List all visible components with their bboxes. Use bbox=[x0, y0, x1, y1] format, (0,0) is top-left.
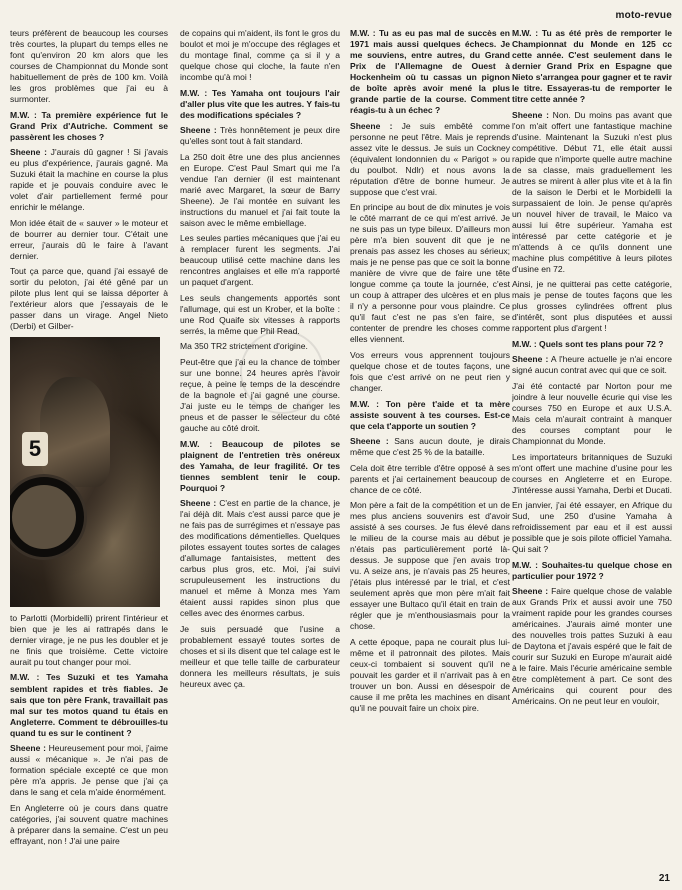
paragraph: Cela doit être terrible d'être opposé à ses parents et j'ai certainement beaucoup de chance de ce côté. bbox=[350, 462, 510, 495]
paragraph: Les importateurs britanniques de Suzuki m'ont offert une machine d'usine pour les courses en Angleterre et en Europe. J'intéresse aussi Yamaha, Derbi et Ducati. bbox=[512, 451, 672, 495]
column-4 bbox=[512, 28, 672, 868]
paragraph: Je suis persuadé que l'usine a probablement essayé toutes sortes de choses et si ils disent que tel calage est le meilleur et que telle taille de carburateur donnera les meilleurs résultats, je suis heureux avec ça. bbox=[180, 623, 340, 689]
interview-question: M.W. : Tu as eu pas mal de succès en 1971 mais aussi quelques échecs. Je me souviens, entre autres, du Grand Prix de l'Allemagne de Ouest à Hockenheim où tu cassas un pignon de boîte après avoir mené la plus grande partie de la course. Comment réagis-tu à un échec ? bbox=[350, 28, 510, 116]
speaker-label: Sheene : bbox=[180, 498, 217, 509]
column-1 bbox=[10, 28, 168, 868]
answer-text: Très honnêtement je peux dire qu'elles sont tout à fait standard. bbox=[180, 125, 340, 147]
interview-answer bbox=[512, 354, 672, 376]
paragraph: A cette époque, papa ne courait plus lui-même et il patronnait des pilotes. Mais ceux-ci tombaient si souvent qu'il ne pouvait les garder et il n'arrivait pas à en trouver un bon. Aussi en désespoir de cause il me prêta les machines en disant qu'il ne pouvait faire un choix pire. bbox=[350, 636, 510, 713]
interview-answer bbox=[512, 110, 672, 275]
paragraph: Tout ça parce que, quand j'ai essayé de sortir du peloton, j'ai été gêné par un pilote plus lent qui se laissa déporter à l'extérieur alors que j'essayais de le passer dans un virage. Angel Nieto (Derbi) et Gilber- bbox=[10, 266, 168, 332]
interview-question: M.W. : Quels sont tes plans pour 72 ? bbox=[512, 338, 664, 349]
interview-answer bbox=[350, 121, 510, 198]
wheel-shape bbox=[10, 477, 84, 557]
racer-photo bbox=[10, 337, 160, 607]
paragraph: Ainsi, je ne quitterai pas cette catégorie, mais je pense de toutes façons que les plus grosses cylindrées offrent plus d'intérêt, sont plus disputées et aussi rapportent plus d'argent ! bbox=[512, 279, 672, 334]
interview-answer bbox=[10, 147, 168, 213]
paragraph: de copains qui m'aident, ils font le gros du boulot et moi je m'occupe des réglages et du montage final, comme ça si il y a quelque chose qui cloche, la faute n'en incombe qu'à moi ! bbox=[180, 28, 340, 83]
speaker-label: Sheene : bbox=[512, 354, 549, 365]
magazine-header: moto-revue bbox=[615, 10, 672, 21]
answer-text: Sans aucun doute, je dirais même que c'est 25 % de la bataille. bbox=[350, 436, 510, 458]
paragraph: En janvier, j'ai été essayer, en Afrique du Sud, une 250 d'usine Yamaha à refroidissement par eau et il est aussi possible que je sois pilote officiel Yamaha. Qui sait ? bbox=[512, 500, 672, 555]
interview-answer bbox=[350, 436, 510, 458]
speaker-label: Sheene : bbox=[512, 586, 549, 597]
answer-text: Je suis embêté comme personne ne peut l'être. Mais je reprends assez vite le dessus. Je suis un Cockney (équivalent londonnien du « Parigot » ou du poulbot. Ndlr) et nous avons la réputation d'être de bonne humeur. Je suppose que c'est vrai. bbox=[350, 120, 510, 197]
interview-question: M.W. : Souhaites-tu quelque chose en particulier pour 1972 ? bbox=[512, 559, 672, 581]
paragraph: Peut-être que j'ai eu la chance de tomber sur une bonne. 24 heures après l'avoir reçue, à peine le temps de la descendre de la bagnole et j'ai gagné une course. J'ai juste eu le temps de changer les pneus et de passer le sélecteur du côté gauche au côté droit. bbox=[180, 356, 340, 434]
answer-text: C'est en partie de la chance, je l'ai déjà dit. Mais c'est aussi parce que je ne fais pas de surrégimes et n'essaye pas des modifications démentielles. Quelques pilotes essayent toutes sortes de calages d'allumage fantaisistes, mettent des carbus plus gros, etc. Moi, j'ai suivi scrupuleusement les instructions du manuel et même à Monza mes Yam étaient aussi rapides sinon plus que celles avec des énormes carbus. bbox=[180, 498, 340, 619]
speaker-label: Sheene : bbox=[10, 147, 47, 158]
paragraph: Les seuls changements apportés sont l'allumage, qui est un Krober, et la boîte : une Rod Quaife six vitesses à rapports serrés, la même que Phil Read. bbox=[180, 292, 340, 336]
interview-answer bbox=[10, 743, 168, 798]
paragraph: La 250 doit être une des plus anciennes en Europe. C'est Paul Smart qui me l'a vendue l'an dernier (il est maintenant marié avec Margaret, la sœur de Barry Sheene). Je l'ai montée en suivant les instructions du manuel et j'ai fait toute la saison avec le même embiellage. bbox=[180, 151, 340, 228]
answer-text: J'aurais dû gagner ! Si j'avais eu plus d'expérience, j'aurais gagné. Ma Suzuki était la machine en course la plus rapide et je pouvais conduire avec le volet d'air partiellement fermé pour enrichir le mélange. bbox=[10, 147, 168, 213]
interview-question: M.W. : Tes Suzuki et tes Yamaha semblent rapides et très fiables. Je sais que ton père Frank, travaillait pas mal sur tes motos quand tu étais en Angleterre. Comment te débrouilles-tu quand tu es sur le continent ? bbox=[10, 672, 168, 738]
paragraph: En Angleterre où je cours dans quatre catégories, j'ai souvent quatre machines à préparer dans la semaine. C'est un peu effrayant, non ! J'ai une paire bbox=[10, 802, 168, 846]
interview-answer bbox=[512, 586, 672, 707]
speaker-label: Sheene : bbox=[350, 120, 393, 131]
answer-text: Heureusement pour moi, j'aime aussi « mécanique ». Je n'ai pas de formation spéciale excepté ce que mon père m'a appris. Je pense que j'ai ça dans le sang et cela m'aide énormément. bbox=[10, 743, 168, 798]
paragraph: Les seules parties mécaniques que j'ai eu à remplacer furent les segments. J'ai beaucoup utilisé cette machine dans les rencontres anglaises et elle m'a rapporté un paquet d'argent. bbox=[180, 233, 340, 288]
paragraph: Mon idée était de « sauver » le moteur et de bourrer au dernier tour. C'était une erreur, j'aurais dû le faire à l'avant dernier. bbox=[10, 217, 168, 261]
answer-text: A l'heure actuelle je n'ai encore signé aucun contrat avec qui que ce soit. bbox=[512, 354, 672, 376]
speaker-label: Sheene : bbox=[180, 125, 217, 136]
interview-question: M.W. : Beaucoup de pilotes se plaignent de l'entretien très onéreux des Yamaha, de leur fragilité. Or tes tiennes semblent tenir le coup. Pourquoi ? bbox=[180, 438, 340, 493]
paragraph: Vos erreurs vous apprennent toujours quelque chose et de toutes façons, une fois que c'est arrivé on ne peut rien y changer. bbox=[350, 349, 510, 393]
race-number-plate: 5 bbox=[22, 432, 48, 466]
interview-question: M.W. : Tes Yamaha ont toujours l'air d'aller plus vite que les autres. Y fais-tu des modifications spéciales ? bbox=[180, 87, 340, 120]
paragraph: Ma 350 TR2 strictement d'origine. bbox=[180, 341, 308, 352]
rider-figure bbox=[40, 377, 110, 487]
column-2 bbox=[180, 28, 340, 868]
interview-answer bbox=[180, 498, 340, 619]
page-number: 21 bbox=[658, 873, 670, 884]
speaker-label: Sheene : bbox=[10, 743, 46, 754]
answer-text: Non. Du moins pas avant que l'on m'ait offert une fantastique machine d'usine. Maintenant la Suzuki n'est plus compétitive. Début 71, elle était aussi rapide que n'importe quelle autre machine de sa classe, mais graduellement les autres se mirent à aller plus vite et à la fin de la saison le Derbi et le Morbidelli la surpassaient de loin. Je pense qu'après un nouvel hiver de travail, le Maico va aussi lui être supérieur. Yamaha est intéressé par cette catégorie et je m'attends à ce qu'ils donnent une machine plus compétitive à leurs pilotes d'usine en 72. bbox=[512, 109, 672, 274]
speaker-label: Sheene : bbox=[512, 109, 549, 120]
interview-question: M.W. : Tu as été près de remporter le Championnat du Monde en 125 cc cette année. C'est seulement dans le dernier Grand Prix en Espagne que Nieto s'arrangea pour gagner et te ravir le titre. Essayeras-tu de remporter le titre cette année ? bbox=[512, 28, 672, 105]
column-3 bbox=[350, 28, 510, 868]
interview-question: M.W. : Ton père t'aide et ta mère assiste souvent à tes courses. Est-ce que cela t'apporte un soutien ? bbox=[350, 398, 510, 431]
interview-question: M.W. : Ta première expérience fut le Grand Prix d'Autriche. Comment se passèrent les choses ? bbox=[10, 109, 168, 142]
paragraph: Mon père a fait de la compétition et un de mes plus anciens souvenirs est d'avoir assisté à ses courses. Je fus élevé dans le milieu de la course mais au début je n'étais pas particulièrement porté là-dessus. Je suppose que j'en avais trop vu. A seize ans, je n'avais pas 25 heures, j'étais plus intéressé par le trial, et c'est seulement après que mon père m'ait fait essayer une Bultaco qu'il était en train de régler que je m'enthousiasmais pour la chose. bbox=[350, 500, 510, 632]
paragraph: to Parlotti (Morbidelli) prirent l'intérieur et bien que je les ai rattrapés dans le dernier virage, je ne pus les doubler et je ne finis que troisième. Cette victoire aurait pu tout changer pour moi. bbox=[10, 612, 168, 667]
paragraph: En principe au bout de dix minutes je vois le côté marrant de ce qui m'est arrivé. Je ne suis pas un type bileux. D'ailleurs mon père m'a bien souvent dit que je ne prenais pas assez les choses au sérieux; mais je ne pense pas que ce soit la bonne manière de vivre que de faire une tête longue comme ça toute la journée, c'est un coup à attraper des ulcères et en plus il n'y a personne pour vous plaindre. Ce qu'il faut c'est ne pas s'en faire, se contenter de prendre les choses comme elles viennent. bbox=[350, 202, 510, 345]
paragraph: J'ai été contacté par Norton pour me joindre à leur nouvelle écurie qui vise les courses 750 en Europe et aux U.S.A. Mais cela m'aurait contraint à manquer des courses comptant pour le Championnat du Monde. bbox=[512, 380, 672, 447]
answer-text: Faire quelque chose de valable aux Grands Prix et aussi avoir une 750 vraiment rapide pour les grandes courses américaines. J'aurais aimé monter une des nouvelles trois pattes Suzuki à eau de Daytona et j'avais espéré que le fait de courir sur Suzuki en Europe m'aurait aidé à le faire. Mais l'écurie américaine semble être complètement à part. Ce sont des Américains qui courent pour des Américains. On ne peut leur en vouloir, bbox=[512, 586, 672, 707]
interview-answer bbox=[180, 125, 340, 147]
paragraph: teurs préfèrent de beaucoup les courses très courtes, la plupart du temps elles ne font qu'environ 20 km alors que les courses de Championnat du Monde sont habituellement de près de 100 km. Voilà les gros problèmes que j'ai eu à surmonter. bbox=[10, 28, 168, 105]
speaker-label: Sheene : bbox=[350, 436, 389, 447]
